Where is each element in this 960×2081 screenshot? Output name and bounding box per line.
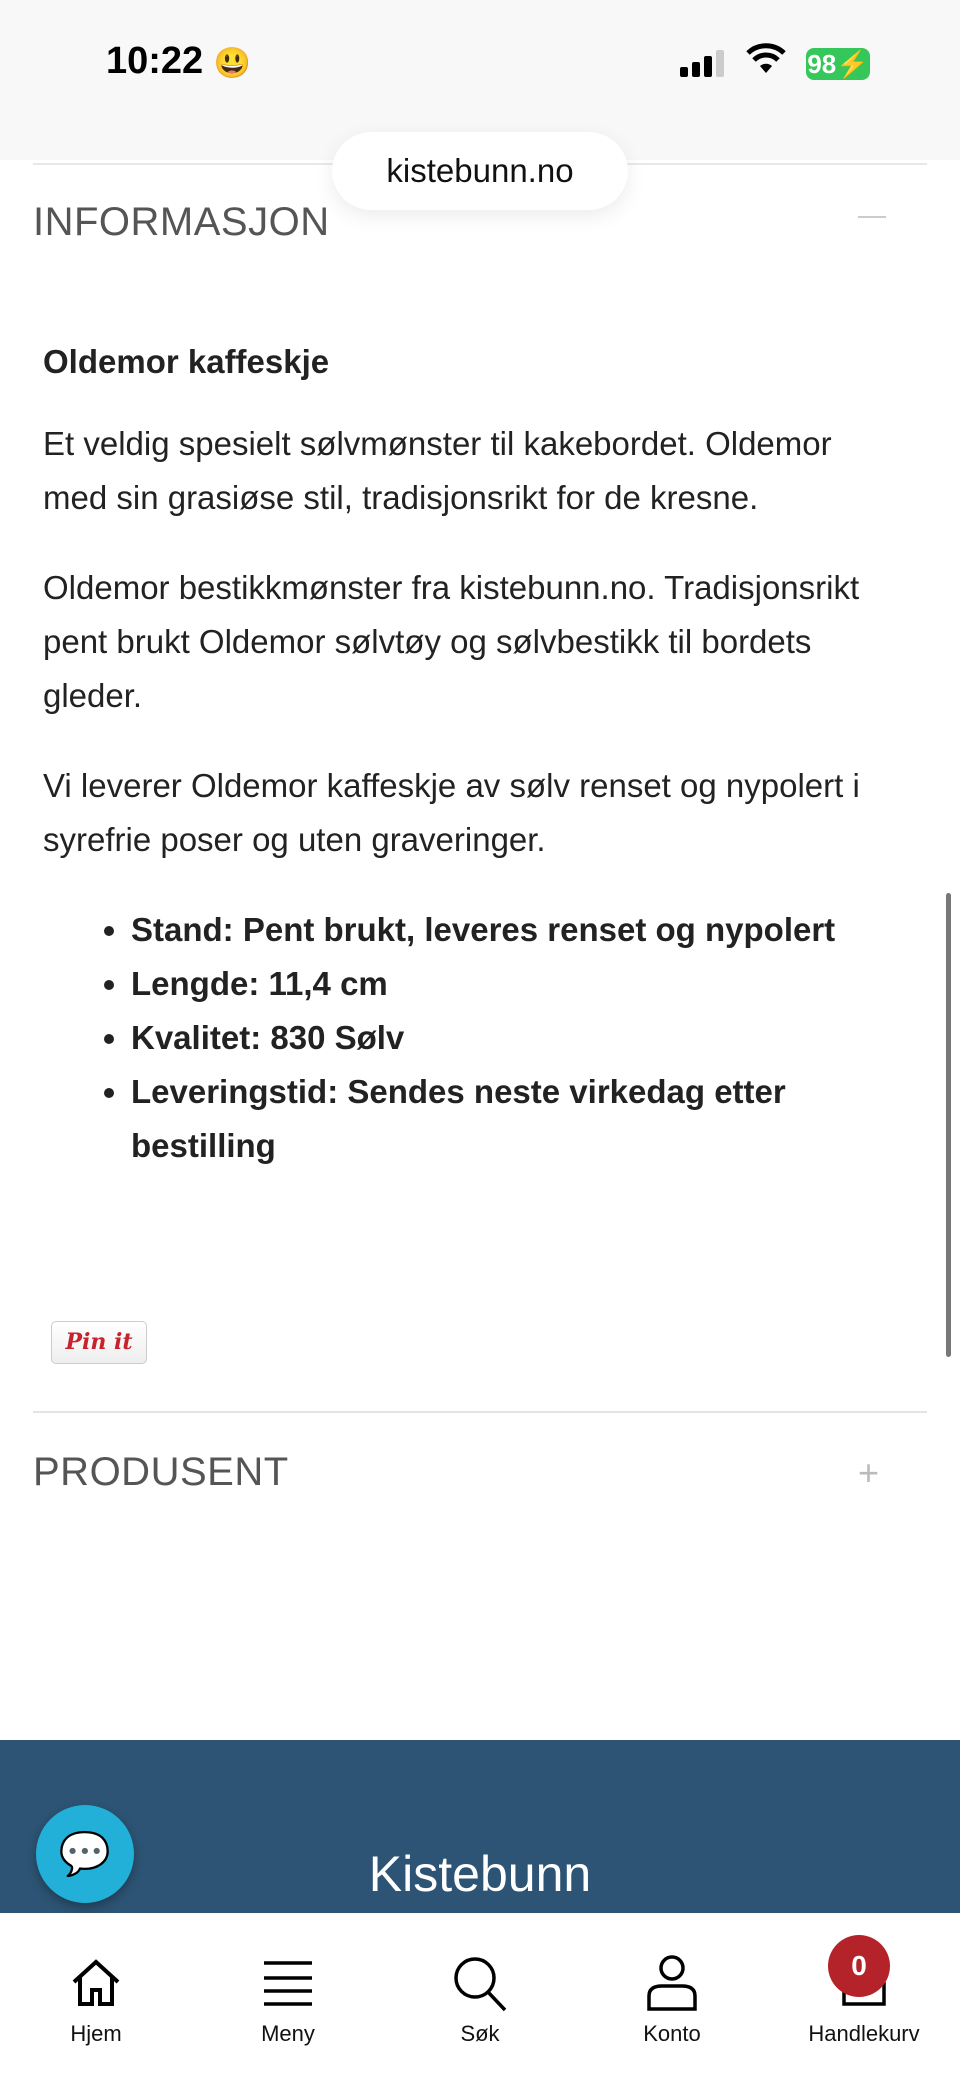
product-heading: Oldemor kaffeskje <box>43 343 330 380</box>
spec-item: • Kvalitet: 830 Sølv <box>131 1011 893 1065</box>
divider <box>33 1411 927 1413</box>
section-title-informasjon[interactable]: INFORMASJON <box>33 200 330 244</box>
paragraph: Et veldig spesielt sølvmønster til kakebordet. Oldemor med sin grasiøse stil, tradisjonsrikt for de kresne. <box>43 425 832 516</box>
home-icon <box>68 1953 124 2013</box>
chat-bubbles-icon: 💬 <box>58 1830 112 1877</box>
url-bar[interactable] <box>332 132 628 210</box>
spec-item: • Stand: Pent brukt, leveres renset og nypolert <box>131 903 893 957</box>
nav-label: Søk <box>460 2021 500 2046</box>
chat-button[interactable] <box>36 1805 134 1903</box>
footer-title: Kistebunn <box>368 1846 592 1902</box>
spec-item: • Lengde: 11,4 cm <box>131 957 893 1011</box>
bottom-nav <box>0 1913 960 2081</box>
nav-account[interactable] <box>576 1913 768 2081</box>
expand-icon[interactable]: + <box>858 1452 880 1493</box>
battery-level: 98 <box>807 49 837 79</box>
menu-icon <box>262 1953 314 2013</box>
product-description <box>43 335 893 1173</box>
scrollbar[interactable] <box>946 893 951 1357</box>
paragraph: Vi leverer Oldemor kaffeskje av sølv renset og nypolert i syrefrie poser og uten graveringer. <box>43 767 860 858</box>
signal-icon <box>680 50 724 77</box>
time-text: 10:22 <box>106 40 204 82</box>
nav-label: Handlekurv <box>808 2021 920 2046</box>
paragraph: Oldemor bestikkmønster fra kistebunn.no. Tradisjonsrikt pent brukt Oldemor sølvtøy og sølvbestikk til bordets gleder. <box>43 569 860 714</box>
nav-cart[interactable] <box>768 1913 960 2081</box>
nav-label: Konto <box>643 2021 701 2046</box>
section-title-produsent[interactable]: PRODUSENT <box>33 1450 289 1494</box>
nav-home[interactable] <box>0 1913 192 2081</box>
spec-item: • Leveringstid: Sendes neste virkedag etter bestilling <box>131 1065 893 1173</box>
nav-search[interactable] <box>384 1913 576 2081</box>
battery-indicator: 98⚡ <box>807 49 869 79</box>
emoji-icon: 😃 <box>213 47 252 80</box>
wifi-icon <box>746 42 786 84</box>
user-icon <box>646 1953 698 2013</box>
spec-list <box>131 903 893 1173</box>
search-icon <box>451 1953 509 2013</box>
collapse-icon[interactable] <box>858 216 886 218</box>
nav-label: Meny <box>261 2021 315 2046</box>
nav-label: Hjem <box>70 2021 122 2046</box>
cart-count-badge: 0 <box>828 1935 890 1997</box>
pinterest-pin-button[interactable]: Pin it <box>51 1321 147 1364</box>
status-time <box>106 40 251 83</box>
url-text: kistebunn.no <box>386 152 574 189</box>
nav-menu[interactable] <box>192 1913 384 2081</box>
